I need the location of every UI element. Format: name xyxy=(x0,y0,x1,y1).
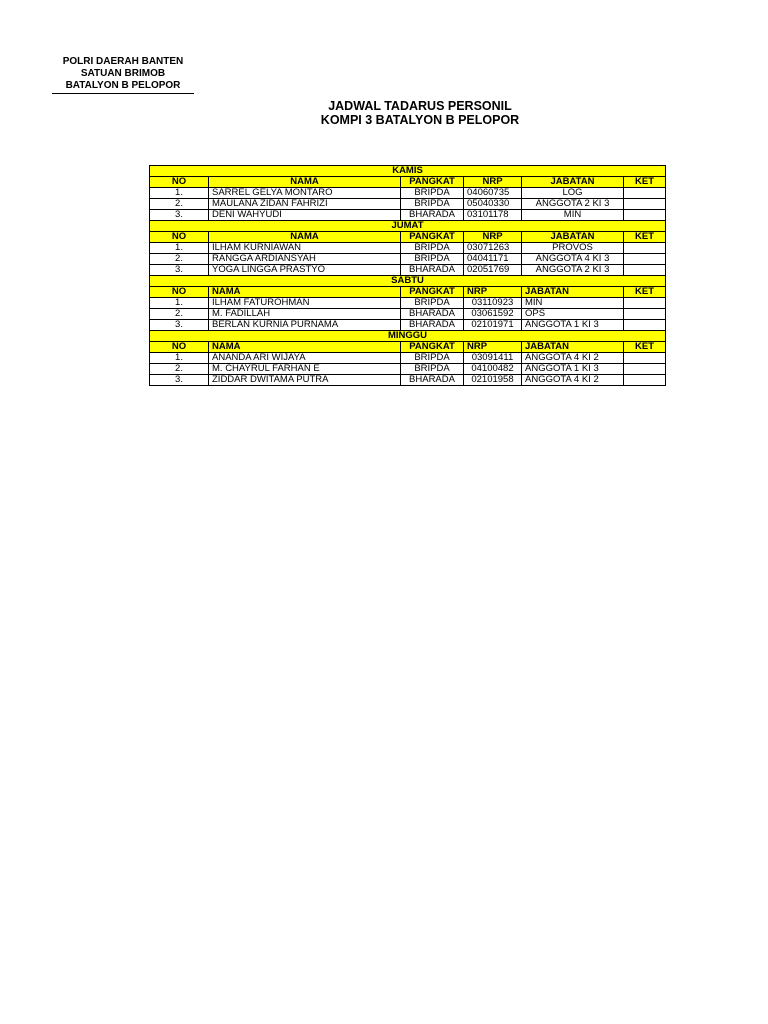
cell-pangkat: BRIPDA xyxy=(401,364,464,375)
cell-nama: M. FADILLAH xyxy=(209,309,401,320)
cell-nama: M. CHAYRUL FARHAN E xyxy=(209,364,401,375)
cell-jabatan: ANGGOTA 1 KI 3 xyxy=(522,320,624,331)
day-name: KAMIS xyxy=(150,166,666,177)
cell-pangkat: BHARADA xyxy=(401,265,464,276)
cell-pangkat: BHARADA xyxy=(401,210,464,221)
cell-nrp: 03071263 xyxy=(464,243,522,254)
cell-no: 3. xyxy=(150,265,209,276)
day-name: JUMAT xyxy=(150,221,666,232)
cell-jabatan: ANGGOTA 4 KI 2 xyxy=(522,375,624,386)
cell-ket xyxy=(624,298,666,309)
table-row xyxy=(150,210,666,221)
cell-pangkat: BRIPDA xyxy=(401,353,464,364)
column-header-no: NO xyxy=(150,232,209,243)
table-row xyxy=(150,243,666,254)
cell-jabatan: OPS xyxy=(522,309,624,320)
cell-pangkat: BRIPDA xyxy=(401,243,464,254)
column-header-ket: KET xyxy=(624,232,666,243)
table-row xyxy=(150,309,666,320)
cell-jabatan: ANGGOTA 4 KI 2 xyxy=(522,353,624,364)
column-header-ket: KET xyxy=(624,177,666,188)
title-line-1: JADWAL TADARUS PERSONIL xyxy=(328,99,512,113)
cell-nrp: 03101178 xyxy=(464,210,522,221)
column-header-pangkat: PANGKAT xyxy=(401,342,464,353)
cell-nrp: 03091411 xyxy=(464,353,522,364)
cell-pangkat: BHARADA xyxy=(401,309,464,320)
cell-ket xyxy=(624,210,666,221)
cell-no: 1. xyxy=(150,298,209,309)
cell-no: 2. xyxy=(150,364,209,375)
cell-no: 1. xyxy=(150,243,209,254)
cell-nama: ILHAM KURNIAWAN xyxy=(209,243,401,254)
cell-nama: ZIDDAR DWITAMA PUTRA xyxy=(209,375,401,386)
cell-ket xyxy=(624,309,666,320)
table-row xyxy=(150,353,666,364)
column-header-pangkat: PANGKAT xyxy=(401,232,464,243)
document-title xyxy=(250,99,590,127)
column-header-jabatan: JABATAN xyxy=(522,232,624,243)
cell-nrp: 03061592 xyxy=(464,309,522,320)
day-header-row xyxy=(150,166,666,177)
column-header-nrp: NRP xyxy=(464,342,522,353)
table-row xyxy=(150,375,666,386)
column-header-jabatan: JABATAN xyxy=(522,342,624,353)
cell-pangkat: BRIPDA xyxy=(401,298,464,309)
column-header-no: NO xyxy=(150,287,209,298)
cell-nama: RANGGA ARDIANSYAH xyxy=(209,254,401,265)
table-row xyxy=(150,265,666,276)
cell-jabatan: ANGGOTA 1 KI 3 xyxy=(522,364,624,375)
table-row xyxy=(150,199,666,210)
column-header-nrp: NRP xyxy=(464,232,522,243)
cell-ket xyxy=(624,320,666,331)
cell-nama: ANANDA ARI WIJAYA xyxy=(209,353,401,364)
cell-nama: ILHAM FATUROHMAN xyxy=(209,298,401,309)
cell-nama: YOGA LINGGA PRASTYO xyxy=(209,265,401,276)
schedule-body xyxy=(150,166,666,386)
cell-jabatan: MIN xyxy=(522,298,624,309)
column-header-nama: NAMA xyxy=(209,177,401,188)
cell-no: 3. xyxy=(150,210,209,221)
cell-ket xyxy=(624,199,666,210)
column-header-row xyxy=(150,177,666,188)
day-name: SABTU xyxy=(150,276,666,287)
column-header-no: NO xyxy=(150,342,209,353)
cell-pangkat: BHARADA xyxy=(401,320,464,331)
day-name: MINGGU xyxy=(150,331,666,342)
cell-nrp: 02101958 xyxy=(464,375,522,386)
org-battalion-line: BATALYON B PELOPOR xyxy=(52,80,194,94)
org-name-line: POLRI DAERAH BANTEN xyxy=(62,56,184,67)
cell-nama: MAULANA ZIDAN FAHRIZI xyxy=(209,199,401,210)
table-row xyxy=(150,298,666,309)
cell-ket xyxy=(624,254,666,265)
column-header-nama: NAMA xyxy=(209,232,401,243)
cell-no: 3. xyxy=(150,320,209,331)
day-header-row xyxy=(150,221,666,232)
column-header-pangkat: PANGKAT xyxy=(401,287,464,298)
column-header-nama: NAMA xyxy=(209,342,401,353)
column-header-nrp: NRP xyxy=(464,177,522,188)
column-header-row xyxy=(150,232,666,243)
cell-jabatan: PROVOS xyxy=(522,243,624,254)
cell-ket xyxy=(624,188,666,199)
table-row xyxy=(150,188,666,199)
cell-ket xyxy=(624,364,666,375)
cell-ket xyxy=(624,243,666,254)
cell-nrp: 04060735 xyxy=(464,188,522,199)
cell-pangkat: BRIPDA xyxy=(401,188,464,199)
cell-nama: SARREL GELYA MONTARO xyxy=(209,188,401,199)
cell-no: 1. xyxy=(150,353,209,364)
table-row xyxy=(150,320,666,331)
column-header-row xyxy=(150,287,666,298)
organization-header xyxy=(52,56,194,94)
day-header-row xyxy=(150,276,666,287)
cell-jabatan: LOG xyxy=(522,188,624,199)
cell-no: 2. xyxy=(150,254,209,265)
cell-jabatan: MIN xyxy=(522,210,624,221)
column-header-nama: NAMA xyxy=(209,287,401,298)
cell-no: 3. xyxy=(150,375,209,386)
org-unit-line: SATUAN BRIMOB xyxy=(80,68,166,79)
column-header-nrp: NRP xyxy=(464,287,522,298)
cell-ket xyxy=(624,265,666,276)
cell-pangkat: BRIPDA xyxy=(401,254,464,265)
title-line-2: KOMPI 3 BATALYON B PELOPOR xyxy=(320,113,520,127)
table-row xyxy=(150,254,666,265)
cell-jabatan: ANGGOTA 2 KI 3 xyxy=(522,265,624,276)
cell-nrp: 05040330 xyxy=(464,199,522,210)
column-header-ket: KET xyxy=(624,342,666,353)
day-header-row xyxy=(150,331,666,342)
cell-pangkat: BRIPDA xyxy=(401,199,464,210)
column-header-jabatan: JABATAN xyxy=(522,177,624,188)
cell-nrp: 04100482 xyxy=(464,364,522,375)
column-header-no: NO xyxy=(150,177,209,188)
cell-no: 1. xyxy=(150,188,209,199)
cell-nrp: 02101971 xyxy=(464,320,522,331)
cell-ket xyxy=(624,353,666,364)
cell-nrp: 04041171 xyxy=(464,254,522,265)
cell-jabatan: ANGGOTA 2 KI 3 xyxy=(522,199,624,210)
table-row xyxy=(150,364,666,375)
cell-no: 2. xyxy=(150,309,209,320)
column-header-jabatan: JABATAN xyxy=(522,287,624,298)
column-header-ket: KET xyxy=(624,287,666,298)
cell-nama: BERLAN KURNIA PURNAMA xyxy=(209,320,401,331)
column-header-pangkat: PANGKAT xyxy=(401,177,464,188)
cell-nama: DENI WAHYUDI xyxy=(209,210,401,221)
cell-nrp: 03110923 xyxy=(464,298,522,309)
schedule-table xyxy=(149,165,666,386)
cell-no: 2. xyxy=(150,199,209,210)
cell-pangkat: BHARADA xyxy=(401,375,464,386)
cell-nrp: 02051769 xyxy=(464,265,522,276)
column-header-row xyxy=(150,342,666,353)
cell-jabatan: ANGGOTA 4 KI 3 xyxy=(522,254,624,265)
cell-ket xyxy=(624,375,666,386)
